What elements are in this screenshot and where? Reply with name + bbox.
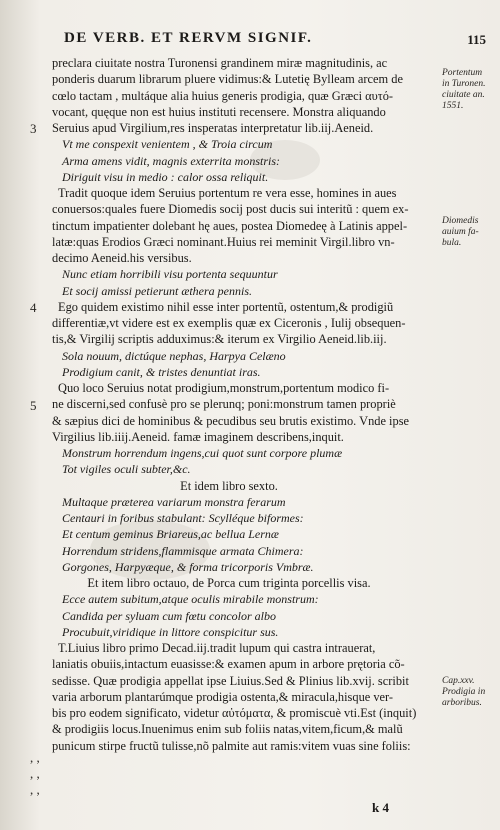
text-line: Seruius apud Virgilium,res insperatas interpretatur lib.iij.Aeneid. <box>52 121 374 135</box>
text-line: differentiæ,vt videre est ex exemplis quæ ex Ciceronis , Iulij obsequen- <box>52 316 406 330</box>
text-line: decimo Aeneid.his versibus. <box>52 251 192 265</box>
text-line: & prodigiis locus.Inuenimus enim sub foliis natas,vitem,ficum,& malũ <box>52 722 403 737</box>
text-line: preclara ciuitate nostra Turonensi grandinem miræ magnitudinis, ac <box>52 56 388 70</box>
quote-mark: , , <box>30 766 40 781</box>
left-mark-4: 4 <box>30 300 37 315</box>
text-line: tinctum impatienter dolebant hę aues, postea Diomedeę à Latinis appel- <box>52 218 408 233</box>
text-line: Virgilius lib.iiij.Aeneid. famæ imaginem describens,inquit. <box>52 429 344 444</box>
text-line: Et idem libro sexto. <box>180 478 278 493</box>
text-line: sedisse. Quæ prodigia appellat ipse Liuius.Sed & Plinius lib.xvij. scribit <box>52 673 409 688</box>
text-line: T.Liuius libro primo Decad.iij.tradit lupum qui castra intrauerat, <box>58 641 376 655</box>
left-mark-3: 3 <box>30 121 37 136</box>
page-body <box>52 55 436 754</box>
text-line: Tradit quoque idem Seruius portentum re vera esse, homines in aues <box>58 186 397 200</box>
text-line: varia arborum plantarúmque prodigia ostenta,& miracula,hisque ver- <box>52 689 394 704</box>
verse-line: Sola nouum, dictúque nephas, Harpya Celæno <box>62 348 286 363</box>
quote-mark: , , <box>30 750 40 765</box>
text-line: Et item libro octauo, de Porca cum triginta porcellis visa. <box>87 576 371 590</box>
verse-line: Procubuit,viridique in littore conspicitur sus. <box>62 624 279 639</box>
margin-note-portentum: Portentum in Turonen. ciuitate an. 1551. <box>442 68 486 111</box>
text-line: & sæpius dici de hominibus & pecudibus seu brutis existimo. Vnde ipse <box>52 413 410 428</box>
text-line: ne discerni,sed confusè pro se plerunq; poni:monstrum tamen propriè <box>52 397 396 412</box>
verse-line: Monstrum horrendum ingens,cui quot sunt corpore plumæ <box>62 446 343 460</box>
text-line: Ego quidem existimo nihil esse inter portentũ, ostentum,& prodigiũ <box>58 299 394 314</box>
verse-line: Et socij amissi petierunt æthera pennis. <box>62 283 252 298</box>
verse-line: Nunc etiam horribili visu portenta sequuntur <box>62 267 278 282</box>
verse-line: Gorgones, Harpyæque, & forma tricorporis Vmbræ. <box>62 559 314 574</box>
quote-mark: , , <box>30 782 40 797</box>
verse-line: Arma amens vidit, magnis exterrita monstris: <box>62 153 280 168</box>
text-line: vocant, quęque non est huius instituti recensere. Monstra aliquando <box>52 104 386 119</box>
page-number: 115 <box>467 32 486 47</box>
running-title: DE VERB. ET RERVM SIGNIF. <box>64 30 313 46</box>
text-line: ponderis duarum librarum pluere vidimus:& Lutetię Bylleam arcem de <box>52 72 403 87</box>
left-mark-5: 5 <box>30 398 37 413</box>
text-line: latæ:quas Erodios Græci nominant.Huius rei meminit Virgil.libro vn- <box>52 234 395 249</box>
verse-line: Diriguit visu in medio : calor ossa reliquit. <box>62 169 269 184</box>
verse-line: Centauri in foribus stabulant: Scylléque biformes: <box>62 511 304 525</box>
catchword: k 4 <box>372 800 389 815</box>
verse-line: Et centum geminus Briareus,ac bellua Lernæ <box>62 527 279 542</box>
verse-line: Candida per syluam cum fœtu concolor albo <box>62 608 276 623</box>
text-line: conuersos:quales fuere Diomedis socij post ducis sui interitũ : quem ex- <box>52 202 409 217</box>
text-line: Quo loco Seruius notat prodigium,monstrum,portentum modico fi- <box>58 381 390 395</box>
text-line: laniatis obuiis,intactum euasisse:& examen apum in arbore prętoria cõ- <box>52 657 405 672</box>
text-line: cœlo tactam , multáque alia huius generis prodigia, quæ Græci αυτό- <box>52 88 394 103</box>
margin-note-diomedis: Diomedis auium fa- bula. <box>442 216 479 248</box>
verse-line: Tot vigiles oculi subter,&c. <box>62 462 191 477</box>
text-line: tis,& Virgilij scriptis adduximus:& iterum ex Virgilio Aeneid.lib.iij. <box>52 332 387 347</box>
verse-line: Vt me conspexit venientem , & Troia circum <box>62 137 273 152</box>
verse-line: Horrendum stridens,flammisque armata Chimera: <box>62 543 304 558</box>
verse-line: Ecce autem subitum,atque oculis mirabile monstrum: <box>62 592 319 607</box>
verse-line: Prodigium canit, & tristes denuntiat iras. <box>62 364 261 379</box>
margin-note-cap: Cap.xxv. Prodigia in arboribus. <box>442 676 486 708</box>
verse-line: Multaque præterea variarum monstra ferarum <box>62 494 286 509</box>
text-line: bis pro eodem significato, videtur αὐτόματα, & promiscuè vti.Est (inquit) <box>52 706 417 720</box>
text-line: punicum stirpe fructũ tulisse,nõ palmite aut ramis:vitem vuas sine foliis: <box>52 738 411 753</box>
